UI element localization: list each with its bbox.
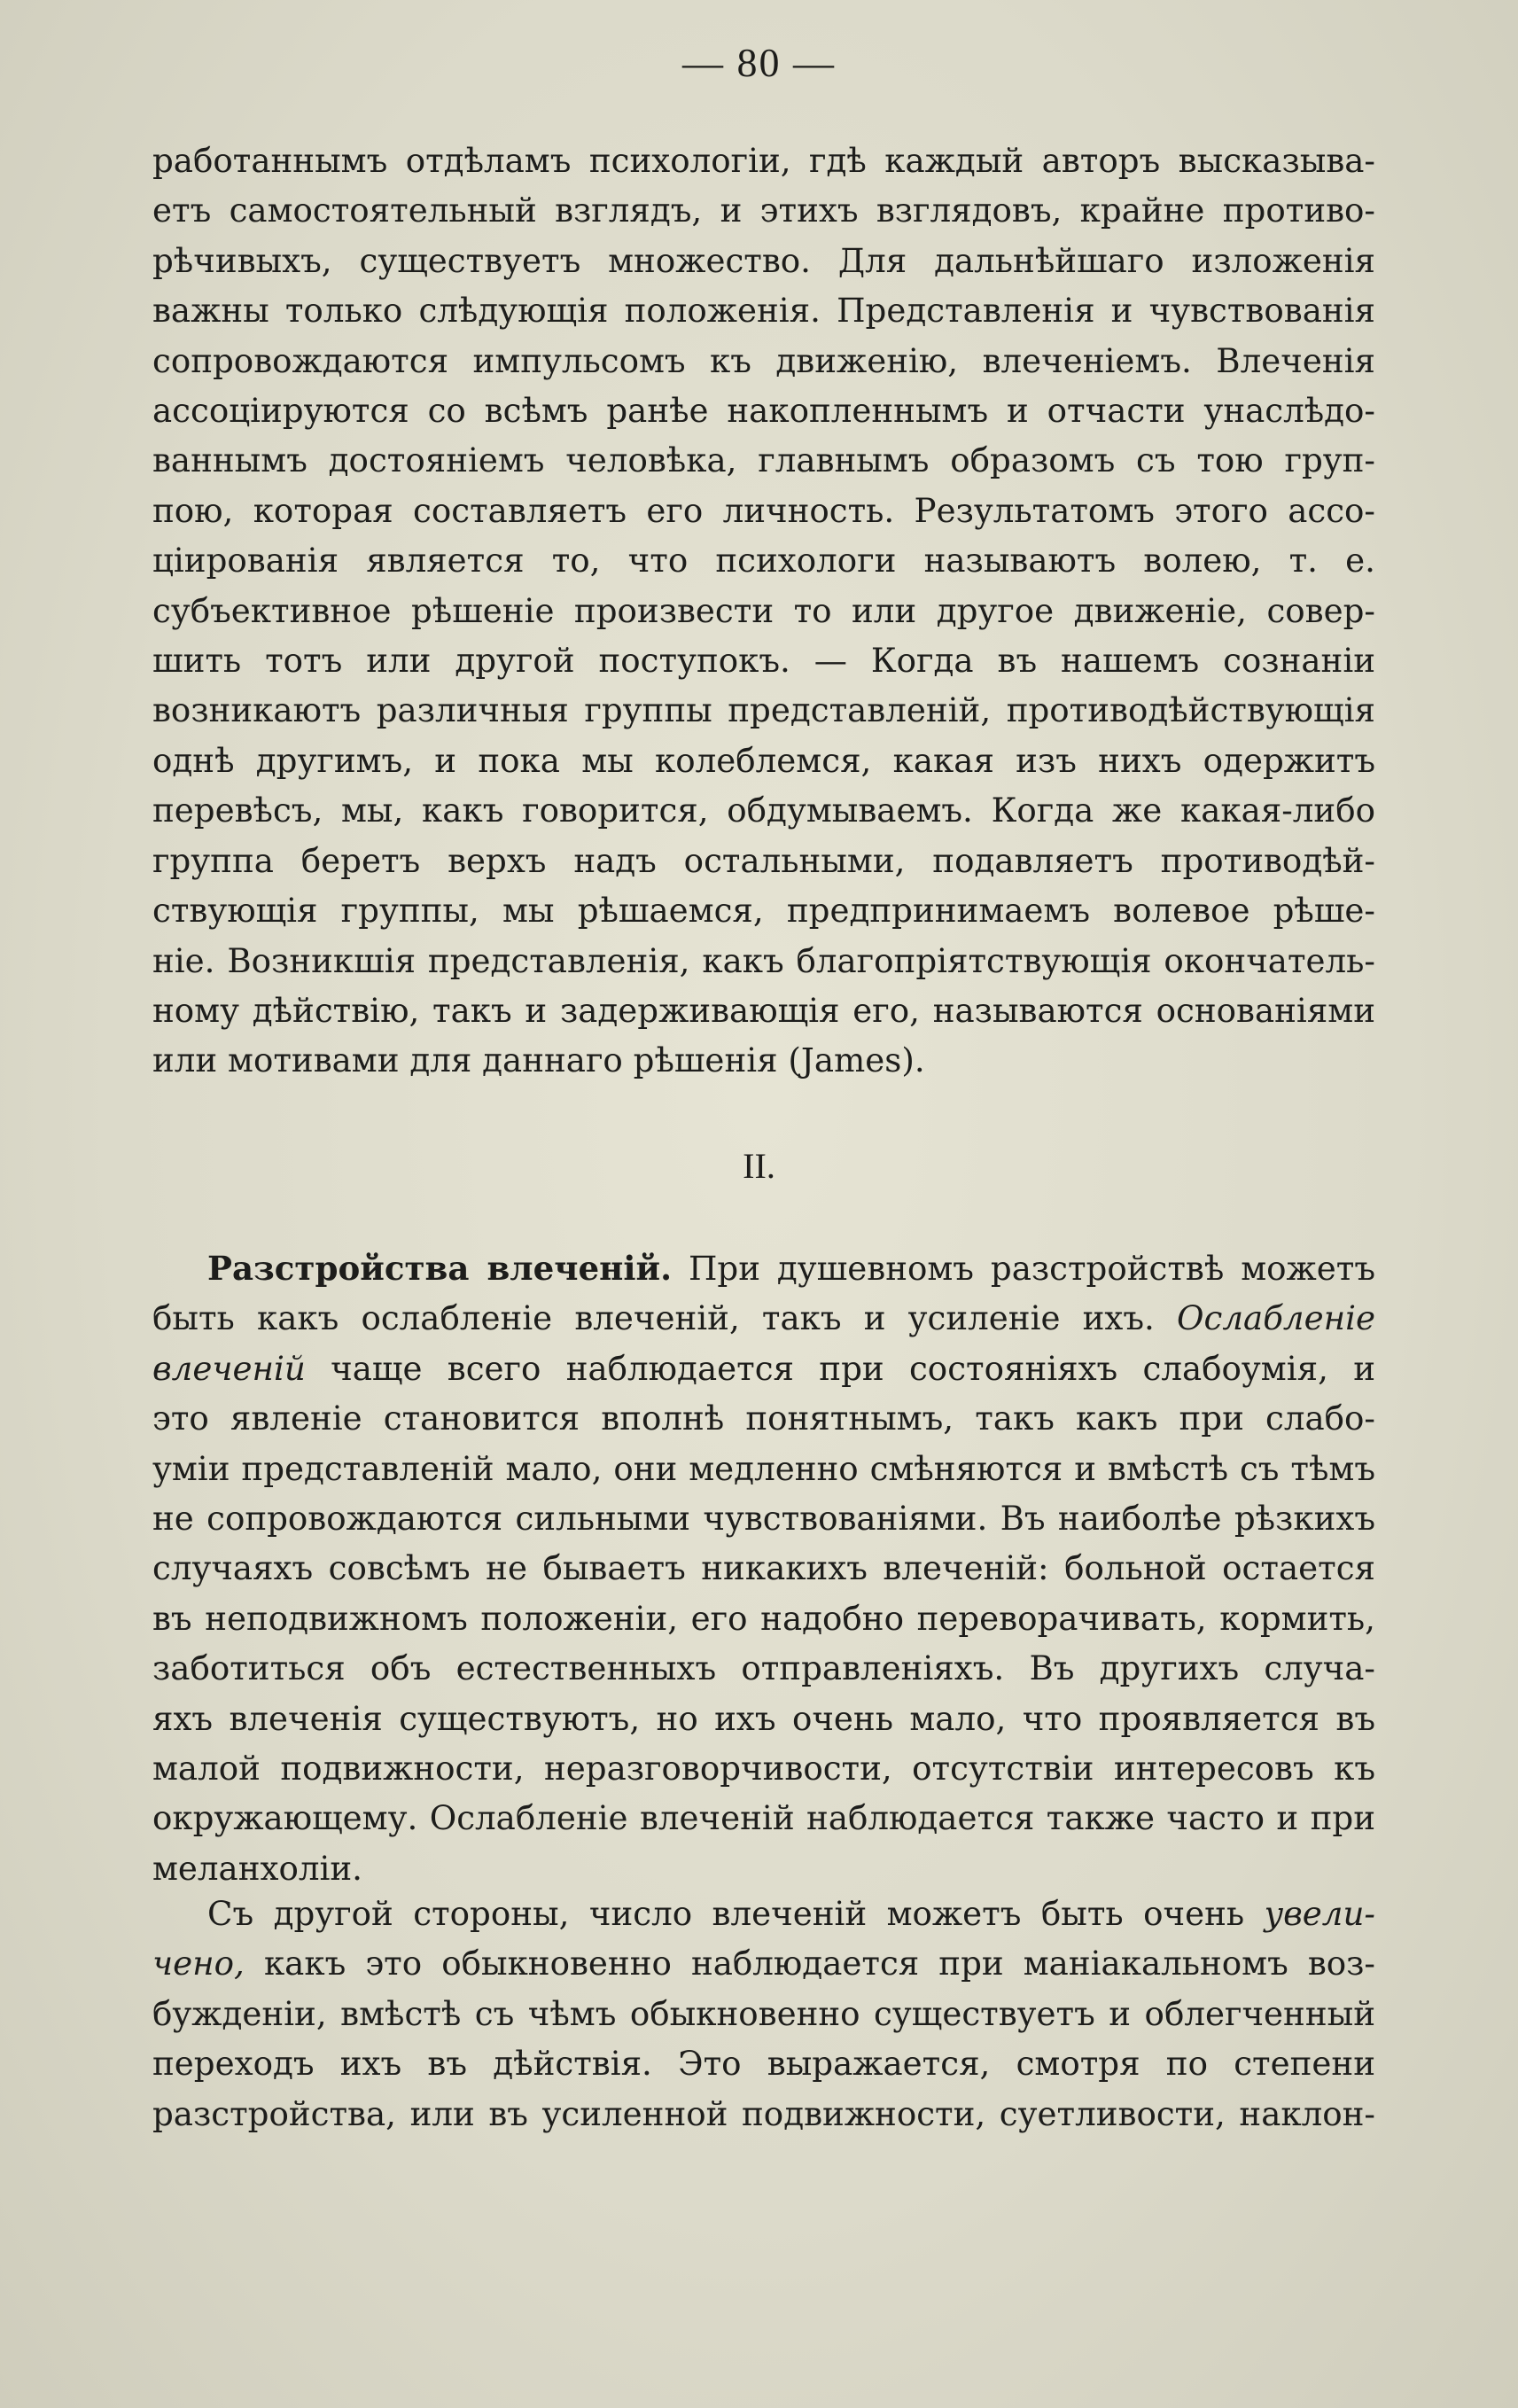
text-line: однѣ другимъ, и пока мы колеблемся, какая изъ нихъ одержитъ xyxy=(152,740,1375,780)
text-line: переходъ ихъ въ дѣйствія. Это выражается, смотря по степени xyxy=(152,2044,1375,2084)
text-line: рѣчивыхъ, существуетъ множество. Для дальнѣйшаго изложенія xyxy=(152,240,1375,280)
text-line: уміи представленій мало, они медленно смѣняются и вмѣстѣ съ тѣмъ xyxy=(152,1448,1375,1488)
paragraph-lines xyxy=(152,1393,1375,1893)
text-line: ніе. Возникшія представленія, какъ благопріятствующія окончатель- xyxy=(152,940,1375,980)
text-line: важны только слѣдующія положенія. Представленія и чувствованія xyxy=(152,291,1375,331)
text-line: ному дѣйствію, такъ и задерживающія его, называются основаніями xyxy=(152,990,1375,1030)
text-line: малой подвижности, неразговорчивости, отсутствіи интересовъ къ xyxy=(152,1749,1375,1788)
text-line: возникаютъ различныя группы представленій, противодѣйствующія xyxy=(152,690,1375,730)
text-line: заботиться объ естественныхъ отправленіяхъ. Въ другихъ случа- xyxy=(152,1648,1375,1688)
text-line xyxy=(152,1938,1375,1988)
text-line: ствующія группы, мы рѣшаемся, предпринимаемъ волевое рѣше- xyxy=(152,891,1375,931)
text-line: случаяхъ совсѣмъ не бываетъ никакихъ влеченій: больной остается xyxy=(152,1548,1375,1588)
paragraph-continuation xyxy=(152,136,1375,1086)
text-line xyxy=(152,1344,1375,1393)
text-run: чаще всего наблюдается при состояніяхъ слабоумія, и xyxy=(331,1348,1375,1388)
text-line: бужденіи, вмѣстѣ съ чѣмъ обыкновенно существуетъ и облегченный xyxy=(152,1993,1375,2033)
text-line: или мотивами для даннаго рѣшенія (James). xyxy=(152,1040,925,1080)
text-line: группа беретъ верхъ надъ остальными, подавляетъ противодѣй- xyxy=(152,840,1375,880)
text-line: ціированія является то, что психологи называютъ волею, т. е. xyxy=(152,541,1375,581)
text-line: яхъ влеченія существуютъ, но ихъ очень мало, что проявляется въ xyxy=(152,1698,1375,1738)
text-line: субъективное рѣшеніе произвести то или другое движеніе, совер- xyxy=(152,590,1375,630)
emphasis-text: чено, xyxy=(152,1944,245,1983)
paragraph-lines xyxy=(152,136,1375,1086)
text-run: быть какъ ослабленіе влеченій, такъ и усиленіе ихъ. xyxy=(152,1298,1155,1338)
emphasis-text: влеченій xyxy=(152,1348,306,1388)
text-line: это явленіе становится вполнѣ понятнымъ, такъ какъ при слабо- xyxy=(152,1399,1375,1438)
text-line xyxy=(152,1889,1375,1938)
paragraph-drive-disorders xyxy=(152,1243,1375,1893)
text-line: шить тотъ или другой поступокъ. — Когда въ нашемъ сознаніи xyxy=(152,641,1375,681)
text-line xyxy=(152,1293,1375,1343)
text-line xyxy=(152,1243,1375,1293)
text-line: пою, которая составляетъ его личность. Результатомъ этого ассо- xyxy=(152,490,1375,530)
text-line: не сопровождаются сильными чувствованіями. Въ наиболѣе рѣзкихъ xyxy=(152,1499,1375,1539)
text-line: меланхоліи. xyxy=(152,1848,362,1888)
paragraph-lines xyxy=(152,1989,1375,2139)
text-line: въ неподвижномъ положеніи, его надобно переворачивать, кормить, xyxy=(152,1598,1375,1638)
text-line: сопровождаются импульсомъ къ движенію, влеченіемъ. Влеченія xyxy=(152,340,1375,380)
text-line: разстройства, или въ усиленной подвижности, суетливости, наклон- xyxy=(152,2093,1375,2133)
section-numeral: II. xyxy=(743,1146,775,1186)
text-line: перевѣсъ, мы, какъ говорится, обдумываемъ. Когда же какая-либо xyxy=(152,791,1375,830)
text-run: Съ другой стороны, число влеченій можетъ быть очень xyxy=(207,1894,1245,1933)
text-line: ассоціируются со всѣмъ ранѣе накопленнымъ и отчасти унаслѣдо- xyxy=(152,391,1375,431)
text-run: какъ это обыкновенно наблюдается при маніакальномъ воз- xyxy=(263,1944,1375,1983)
text-line: етъ самостоятельный взглядъ, и этихъ взглядовъ, крайне противо- xyxy=(152,191,1375,230)
paragraph-increased-drives xyxy=(152,1889,1375,2139)
text-run: При душевномъ разстройствѣ можетъ xyxy=(688,1249,1375,1288)
emphasis-text: Ослабленіе xyxy=(1177,1298,1375,1338)
section-heading: Разстройства влеченій. xyxy=(207,1249,673,1288)
text-line: ваннымъ достояніемъ человѣка, главнымъ образомъ съ тою груп- xyxy=(152,440,1375,480)
text-line: работаннымъ отдѣламъ психологіи, гдѣ каждый авторъ высказыва- xyxy=(152,141,1375,180)
text-line: окружающему. Ослабленіе влеченій наблюдается также часто и при xyxy=(152,1798,1375,1838)
page-number: — 80 — xyxy=(682,40,836,85)
emphasis-text: увели- xyxy=(1264,1894,1375,1933)
